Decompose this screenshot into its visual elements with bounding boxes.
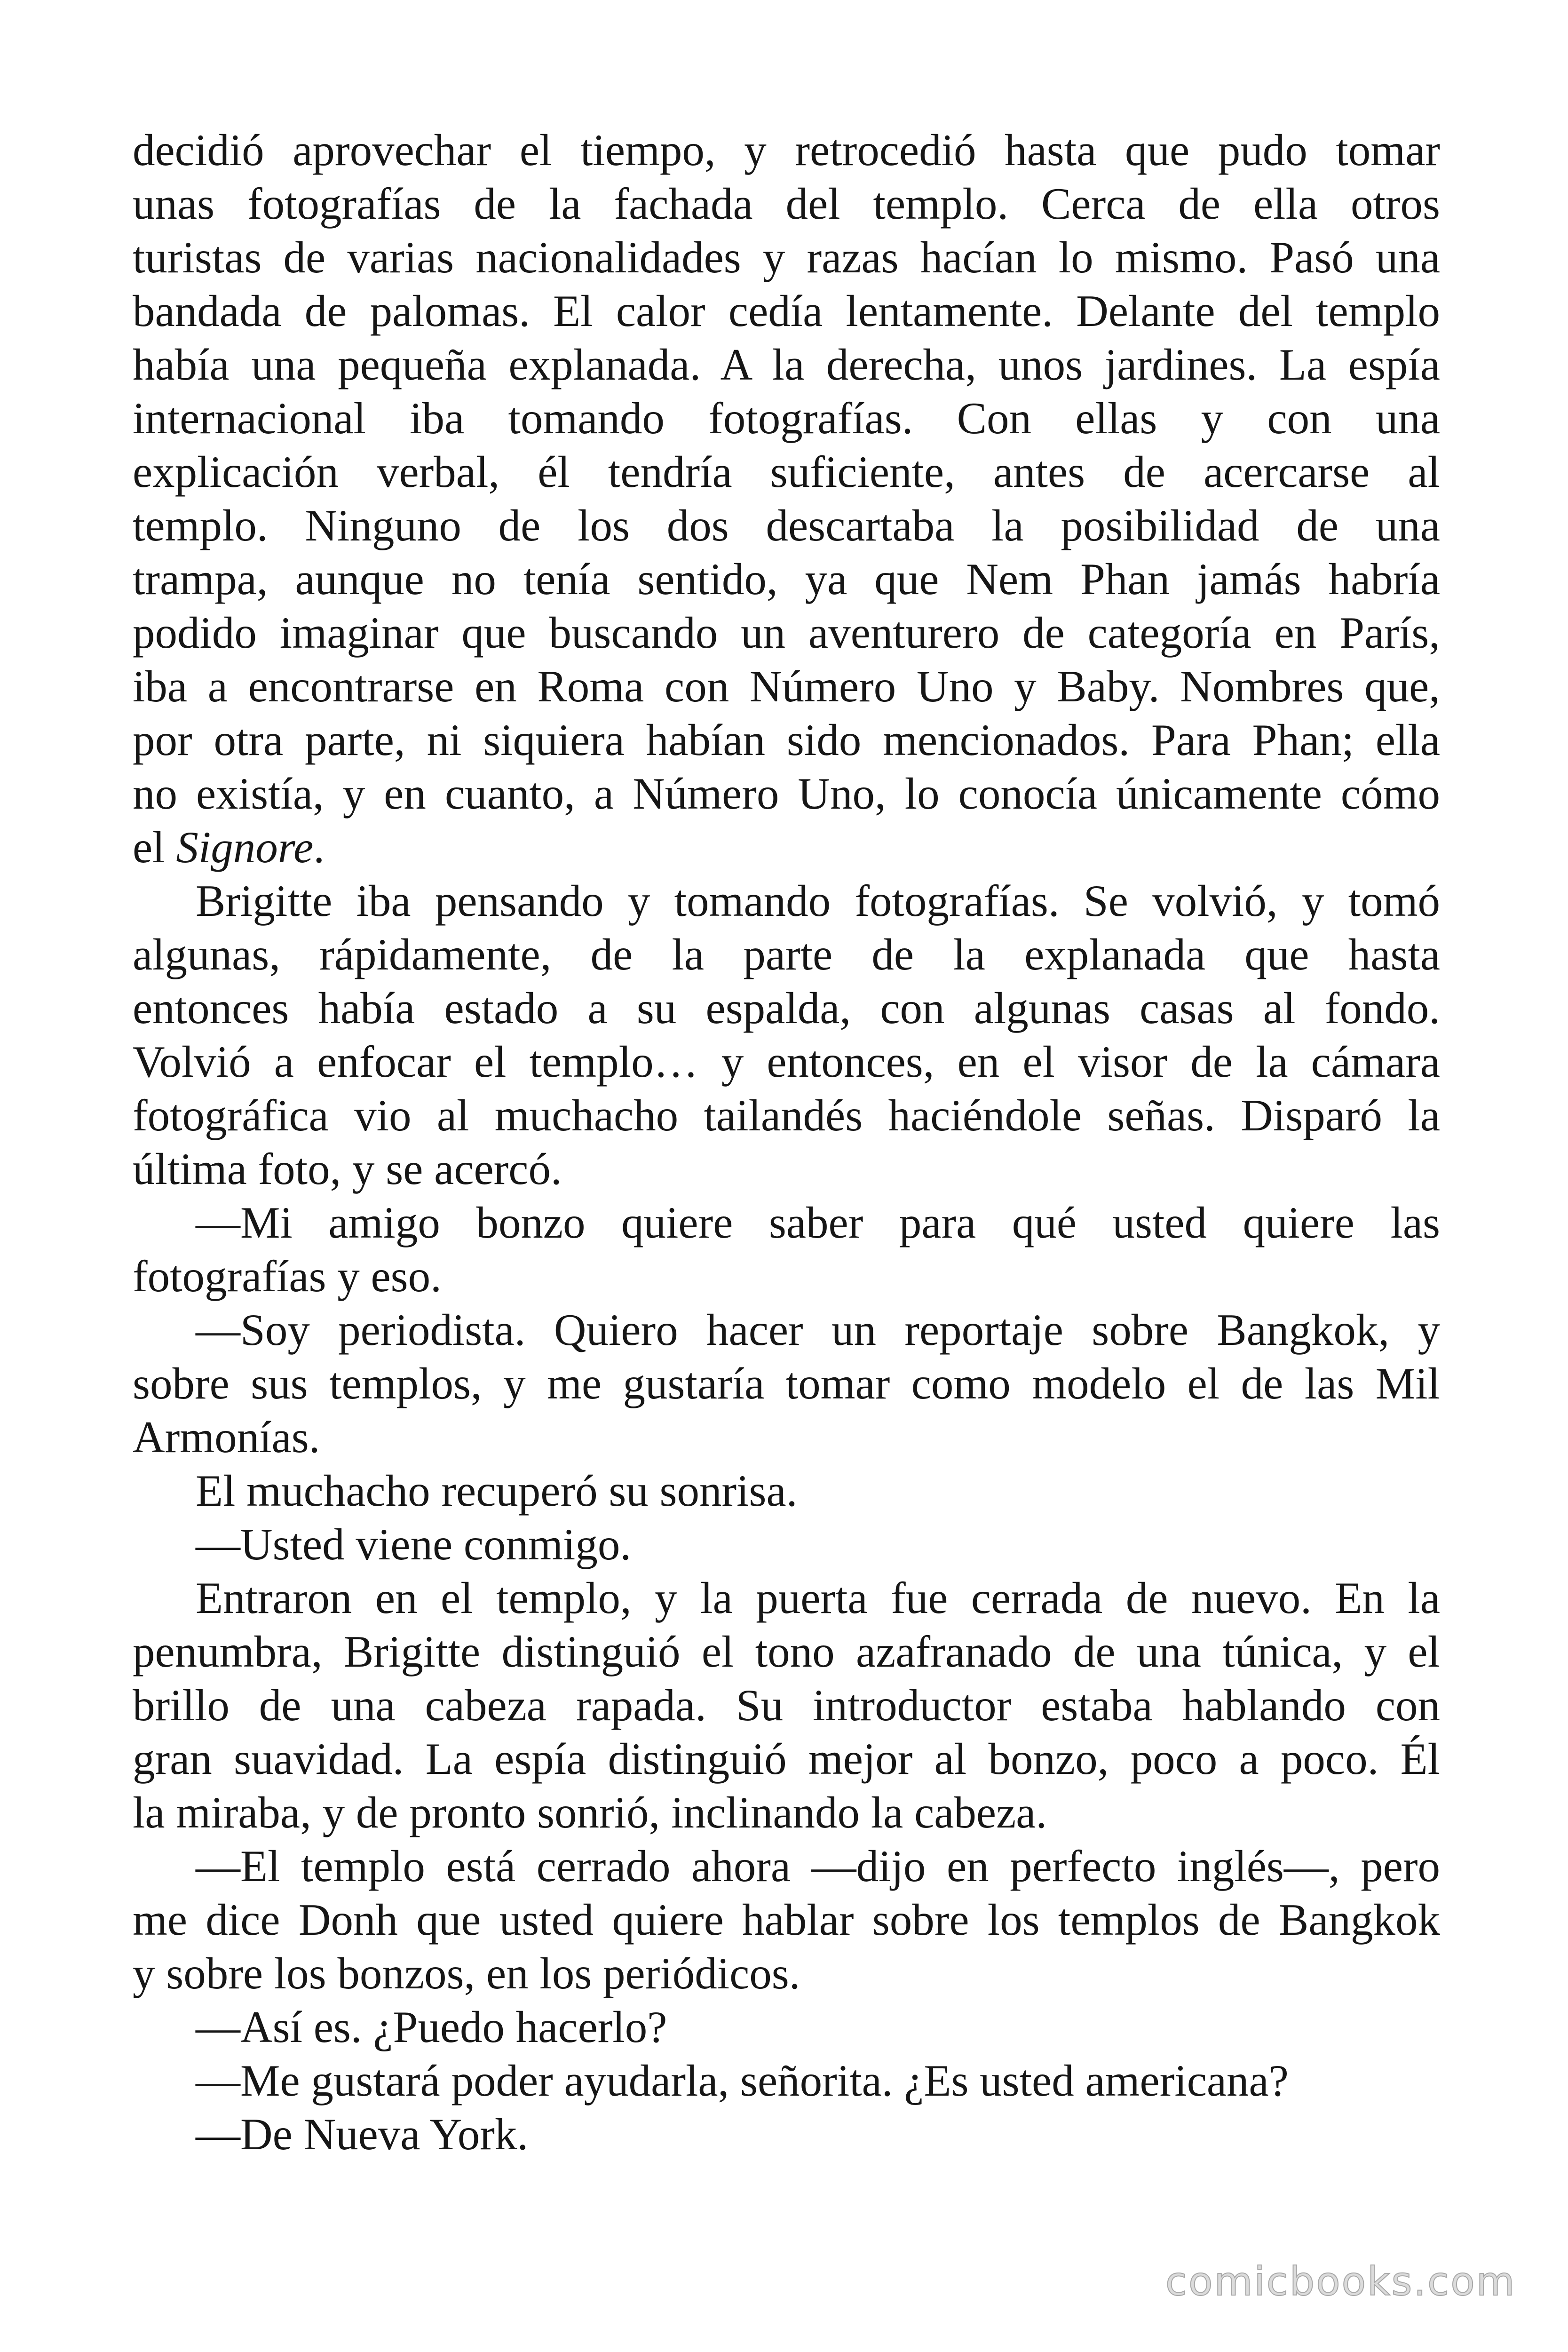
text-line: algunas, rápidamente, de la parte de la explanada que hasta (133, 930, 1440, 979)
dialogue-paragraph (133, 1196, 1440, 1303)
text-line: —De Nueva York. (196, 2109, 529, 2159)
text-line: Armonías. (133, 1412, 320, 1462)
text-line: templo. Ninguno de los dos descartaba la posibilidad de una (133, 501, 1440, 550)
text-line: decidió aprovechar el tiempo, y retrocedió hasta que pudo tomar (133, 125, 1440, 175)
text-line: Entraron en el templo, y la puerta fue cerrada de nuevo. En la (196, 1573, 1440, 1623)
text-line: la miraba, y de pronto sonrió, inclinando la cabeza. (133, 1788, 1047, 1837)
text-line: iba a encontrarse en Roma con Número Uno y Baby. Nombres que, (133, 661, 1440, 711)
text-line: explicación verbal, él tendría suficiente, antes de acercarse al (133, 447, 1440, 497)
paragraph (133, 874, 1440, 1196)
dialogue-paragraph (133, 1839, 1440, 2000)
text-line: internacional iba tomando fotografías. Con ellas y con una (133, 393, 1440, 443)
text-line: penumbra, Brigitte distinguió el tono azafranado de una túnica, y el (133, 1627, 1440, 1677)
text-line: El muchacho recuperó su sonrisa. (196, 1466, 798, 1516)
text-line: bandada de palomas. El calor cedía lentamente. Delante del templo (133, 286, 1440, 336)
text-line: y sobre los bonzos, en los periódicos. (133, 1948, 800, 1998)
text-body (133, 123, 1440, 2161)
italic-text: Signore (176, 822, 314, 872)
text-line: turistas de varias nacionalidades y razas hacían lo mismo. Pasó una (133, 232, 1440, 282)
text-line: entonces había estado a su espalda, con algunas casas al fondo. (133, 983, 1440, 1033)
text-line: podido imaginar que buscando un aventurero de categoría en París, (133, 608, 1440, 658)
text-segment: el (133, 822, 176, 872)
dialogue-paragraph (133, 2107, 1440, 2161)
text-segment: . (313, 822, 325, 872)
text-line: —Así es. ¿Puedo hacerlo? (196, 2002, 667, 2052)
dialogue-paragraph (133, 1518, 1440, 1571)
text-line: sobre sus templos, y me gustaría tomar como modelo el de las Mil (133, 1359, 1440, 1408)
paragraph (133, 1464, 1440, 1518)
text-line: última foto, y se acercó. (133, 1144, 562, 1194)
text-line: había una pequeña explanada. A la derecha, unos jardines. La espía (133, 340, 1440, 389)
text-line: me dice Donh que usted quiere hablar sobre los templos de Bangkok (133, 1895, 1440, 1945)
dialogue-paragraph (133, 2054, 1440, 2107)
watermark: comicbooks.com (1165, 2258, 1516, 2304)
text-line: por otra parte, ni siquiera habían sido mencionados. Para Phan; ella (133, 715, 1440, 765)
text-line: —Usted viene conmigo. (196, 1519, 632, 1569)
text-line: no existía, y en cuanto, a Número Uno, lo conocía únicamente cómo (133, 769, 1440, 818)
text-line: —El templo está cerrado ahora —dijo en perfecto inglés—, pero (196, 1841, 1440, 1891)
dialogue-paragraph (133, 1303, 1440, 1464)
text-line: Brigitte iba pensando y tomando fotografías. Se volvió, y tomó (196, 876, 1440, 926)
text-line: Volvió a enfocar el templo… y entonces, en el visor de la cámara (133, 1037, 1440, 1087)
text-line: fotográfica vio al muchacho tailandés haciéndole señas. Disparó la (133, 1090, 1440, 1140)
text-line: —Mi amigo bonzo quiere saber para qué usted quiere las (196, 1198, 1440, 1248)
dialogue-paragraph (133, 2000, 1440, 2054)
text-line: brillo de una cabeza rapada. Su introductor estaba hablando con (133, 1680, 1440, 1730)
paragraph (133, 1571, 1440, 1839)
text-line (133, 820, 1440, 874)
text-line: unas fotografías de la fachada del templo. Cerca de ella otros (133, 179, 1440, 229)
text-line: trampa, aunque no tenía sentido, ya que Nem Phan jamás habría (133, 554, 1440, 604)
text-line: —Soy periodista. Quiero hacer un reportaje sobre Bangkok, y (196, 1305, 1440, 1355)
text-line: fotografías y eso. (133, 1251, 442, 1301)
paragraph (133, 123, 1440, 874)
text-line: gran suavidad. La espía distinguió mejor al bonzo, poco a poco. Él (133, 1734, 1440, 1784)
text-line: —Me gustará poder ayudarla, señorita. ¿Es usted americana? (196, 2056, 1289, 2106)
